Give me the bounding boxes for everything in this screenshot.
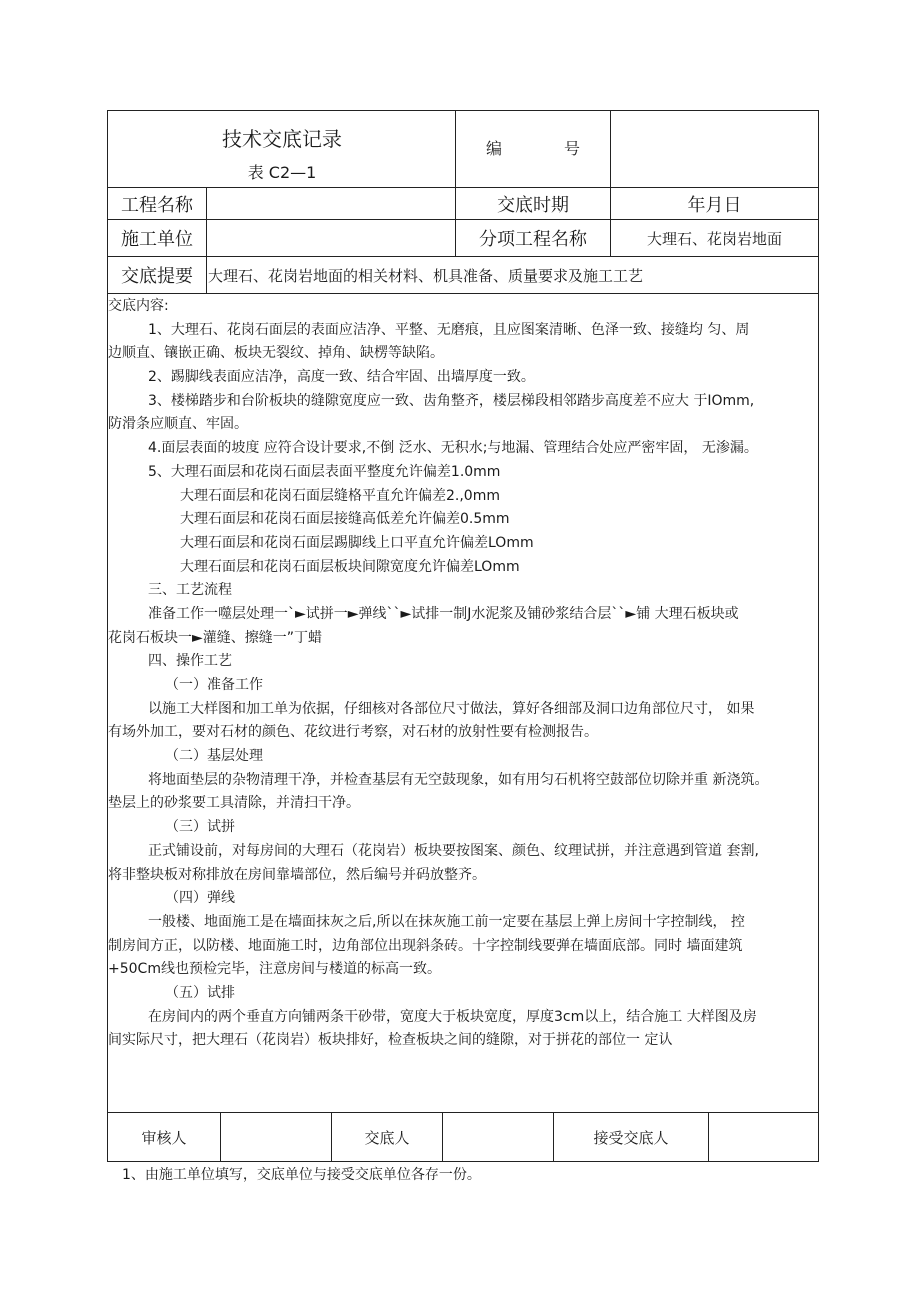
summary-value[interactable]: 大理石、花岗岩地面的相关材料、机具准备、质量要求及施工工艺: [208, 266, 644, 285]
content-line: 大理石面层和花岗石面层缝格平直允许偏差2.,0mm: [180, 487, 500, 504]
summary-label: 交底提要: [121, 266, 193, 287]
subsection-heading: （五）试排: [165, 984, 235, 1001]
subitem-value[interactable]: 大理石、花岗岩地面: [646, 229, 782, 248]
subsection-heading: （三）试拼: [165, 819, 235, 836]
subsection-heading: （一）准备工作: [165, 677, 263, 693]
number-label: 编 号: [486, 138, 581, 158]
content-heading: 交底内容:: [108, 298, 169, 314]
subsection-heading: （四）弹线: [165, 890, 235, 907]
content-line: 正式铺设前，对每房间的大理石（花岗岩）板块要按图案、颜色、纹理试拼，并注意遇到管道 套割,: [148, 842, 759, 859]
content-line: 以施工大样图和加工单为依据，仔细核对各部位尺寸做法，算好各细部及洞口边角部位尺寸， 如果: [148, 700, 755, 717]
unit-value[interactable]: [207, 220, 455, 256]
receiver-value[interactable]: [709, 1113, 818, 1161]
section-heading: 三、工艺流程: [148, 582, 232, 599]
discloser-label: 交底人: [364, 1128, 410, 1147]
content-line: 在房间内的两个垂直方向铺两条干砂带，宽度大于板块宽度，厚度3cm以上，结合施工 大样图及房: [148, 1008, 757, 1025]
subsection-heading: （二）基层处理: [165, 748, 263, 765]
date-label: 交底时期: [497, 194, 569, 216]
content-line: 准备工作一噬层处理一`►试拼一►弹线``►试排一制J水泥浆及铺砂浆结合层``►铺 大理石板块或: [148, 605, 739, 622]
content-line: 大理石面层和花岗石面层踢脚线上口平直允许偏差LOmm: [180, 534, 534, 551]
reviewer-label: 审核人: [141, 1128, 187, 1147]
content-line: 4.面层表面的坡度 应符合设计要求,不倒 泛水、无积水;与地漏、管理结合处应严密牢固， 无渗漏。: [148, 440, 758, 457]
content-line: 花岗石板块一►灌缝、擦缝一”丁蜡: [108, 629, 323, 646]
content-line: 将非整块板对称排放在房间靠墙部位，然后编号并码放整齐。: [108, 866, 486, 883]
content-line: 大理石面层和花岗石面层接缝高低差允许偏差0.5mm: [180, 511, 510, 528]
project-name-label: 工程名称: [121, 194, 193, 216]
reviewer-value[interactable]: [221, 1113, 331, 1161]
content-line: 将地面垫层的杂物清理干净，并检查基层有无空鼓现象，如有用匀石机将空鼓部位切除并重 新浇筑。: [148, 771, 769, 788]
unit-label: 施工单位: [121, 229, 193, 250]
section-heading: 四、操作工艺: [148, 653, 232, 670]
content-line: 有场外加工，要对石材的颜色、花纹进行考察，对石材的放射性要有检测报告。: [108, 724, 598, 741]
content-line: 3、楼梯踏步和台阶板块的缝隙宽度应一致、齿角整齐，楼层梯段相邻踏步高度差不应大 于IOmm,: [148, 392, 755, 409]
content-line: 制房间方正，以防楼、地面施工时，边角部位出现斜条砖。十字控制线要弹在墙面底部。同时 墙面建筑: [108, 937, 743, 954]
number-value[interactable]: [611, 111, 818, 187]
content-line: 间实际尺寸，把大理石（花岗岩）板块排好，检查板块之间的缝隙，对于拼花的部位一 定认: [108, 1032, 673, 1049]
project-name-value[interactable]: [207, 188, 455, 219]
discloser-value[interactable]: [443, 1113, 553, 1161]
date-value[interactable]: 年月日: [687, 194, 742, 216]
rule-row3: [107, 293, 819, 294]
content-line: 防滑条应顺直、牢固。: [108, 416, 248, 433]
content-line: 大理石面层和花岗石面层板块间隙宽度允许偏差LOmm: [180, 558, 520, 575]
content-line: 一般楼、地面施工是在墙面抹灰之后,所以在抹灰施工前一定要在基层上弹上房间十字控制线， 控: [148, 913, 745, 930]
footer-note: 1、由施工单位填写，交底单位与接受交底单位各存一份。: [122, 1167, 481, 1183]
disclosure-content: [108, 295, 818, 1053]
subitem-label: 分项工程名称: [479, 229, 587, 250]
content-line: 边顺直、镶嵌正确、板块无裂纹、掉角、缺楞等缺陷。: [108, 345, 444, 362]
content-line: +50Cm线也预检完毕，注意房间与楼道的标高一致。: [108, 961, 441, 978]
content-line: 2、踢脚线表面应洁净，高度一致、结合牢固、出墙厚度一致。: [148, 369, 535, 386]
form-number: 表 C2—1: [247, 162, 317, 182]
form-title: 技术交底记录: [222, 126, 342, 151]
content-line: 垫层上的砂浆要工具清除，并清扫干净。: [108, 795, 360, 812]
receiver-label: 接受交底人: [593, 1128, 669, 1147]
content-line: 1、大理石、花岗石面层的表面应洁净、平整、无磨痕，且应图案清晰、色泽一致、接缝均 匀、周: [148, 321, 750, 338]
content-line: 5、大理石面层和花岗石面层表面平整度允许偏差1.0mm: [148, 463, 501, 480]
